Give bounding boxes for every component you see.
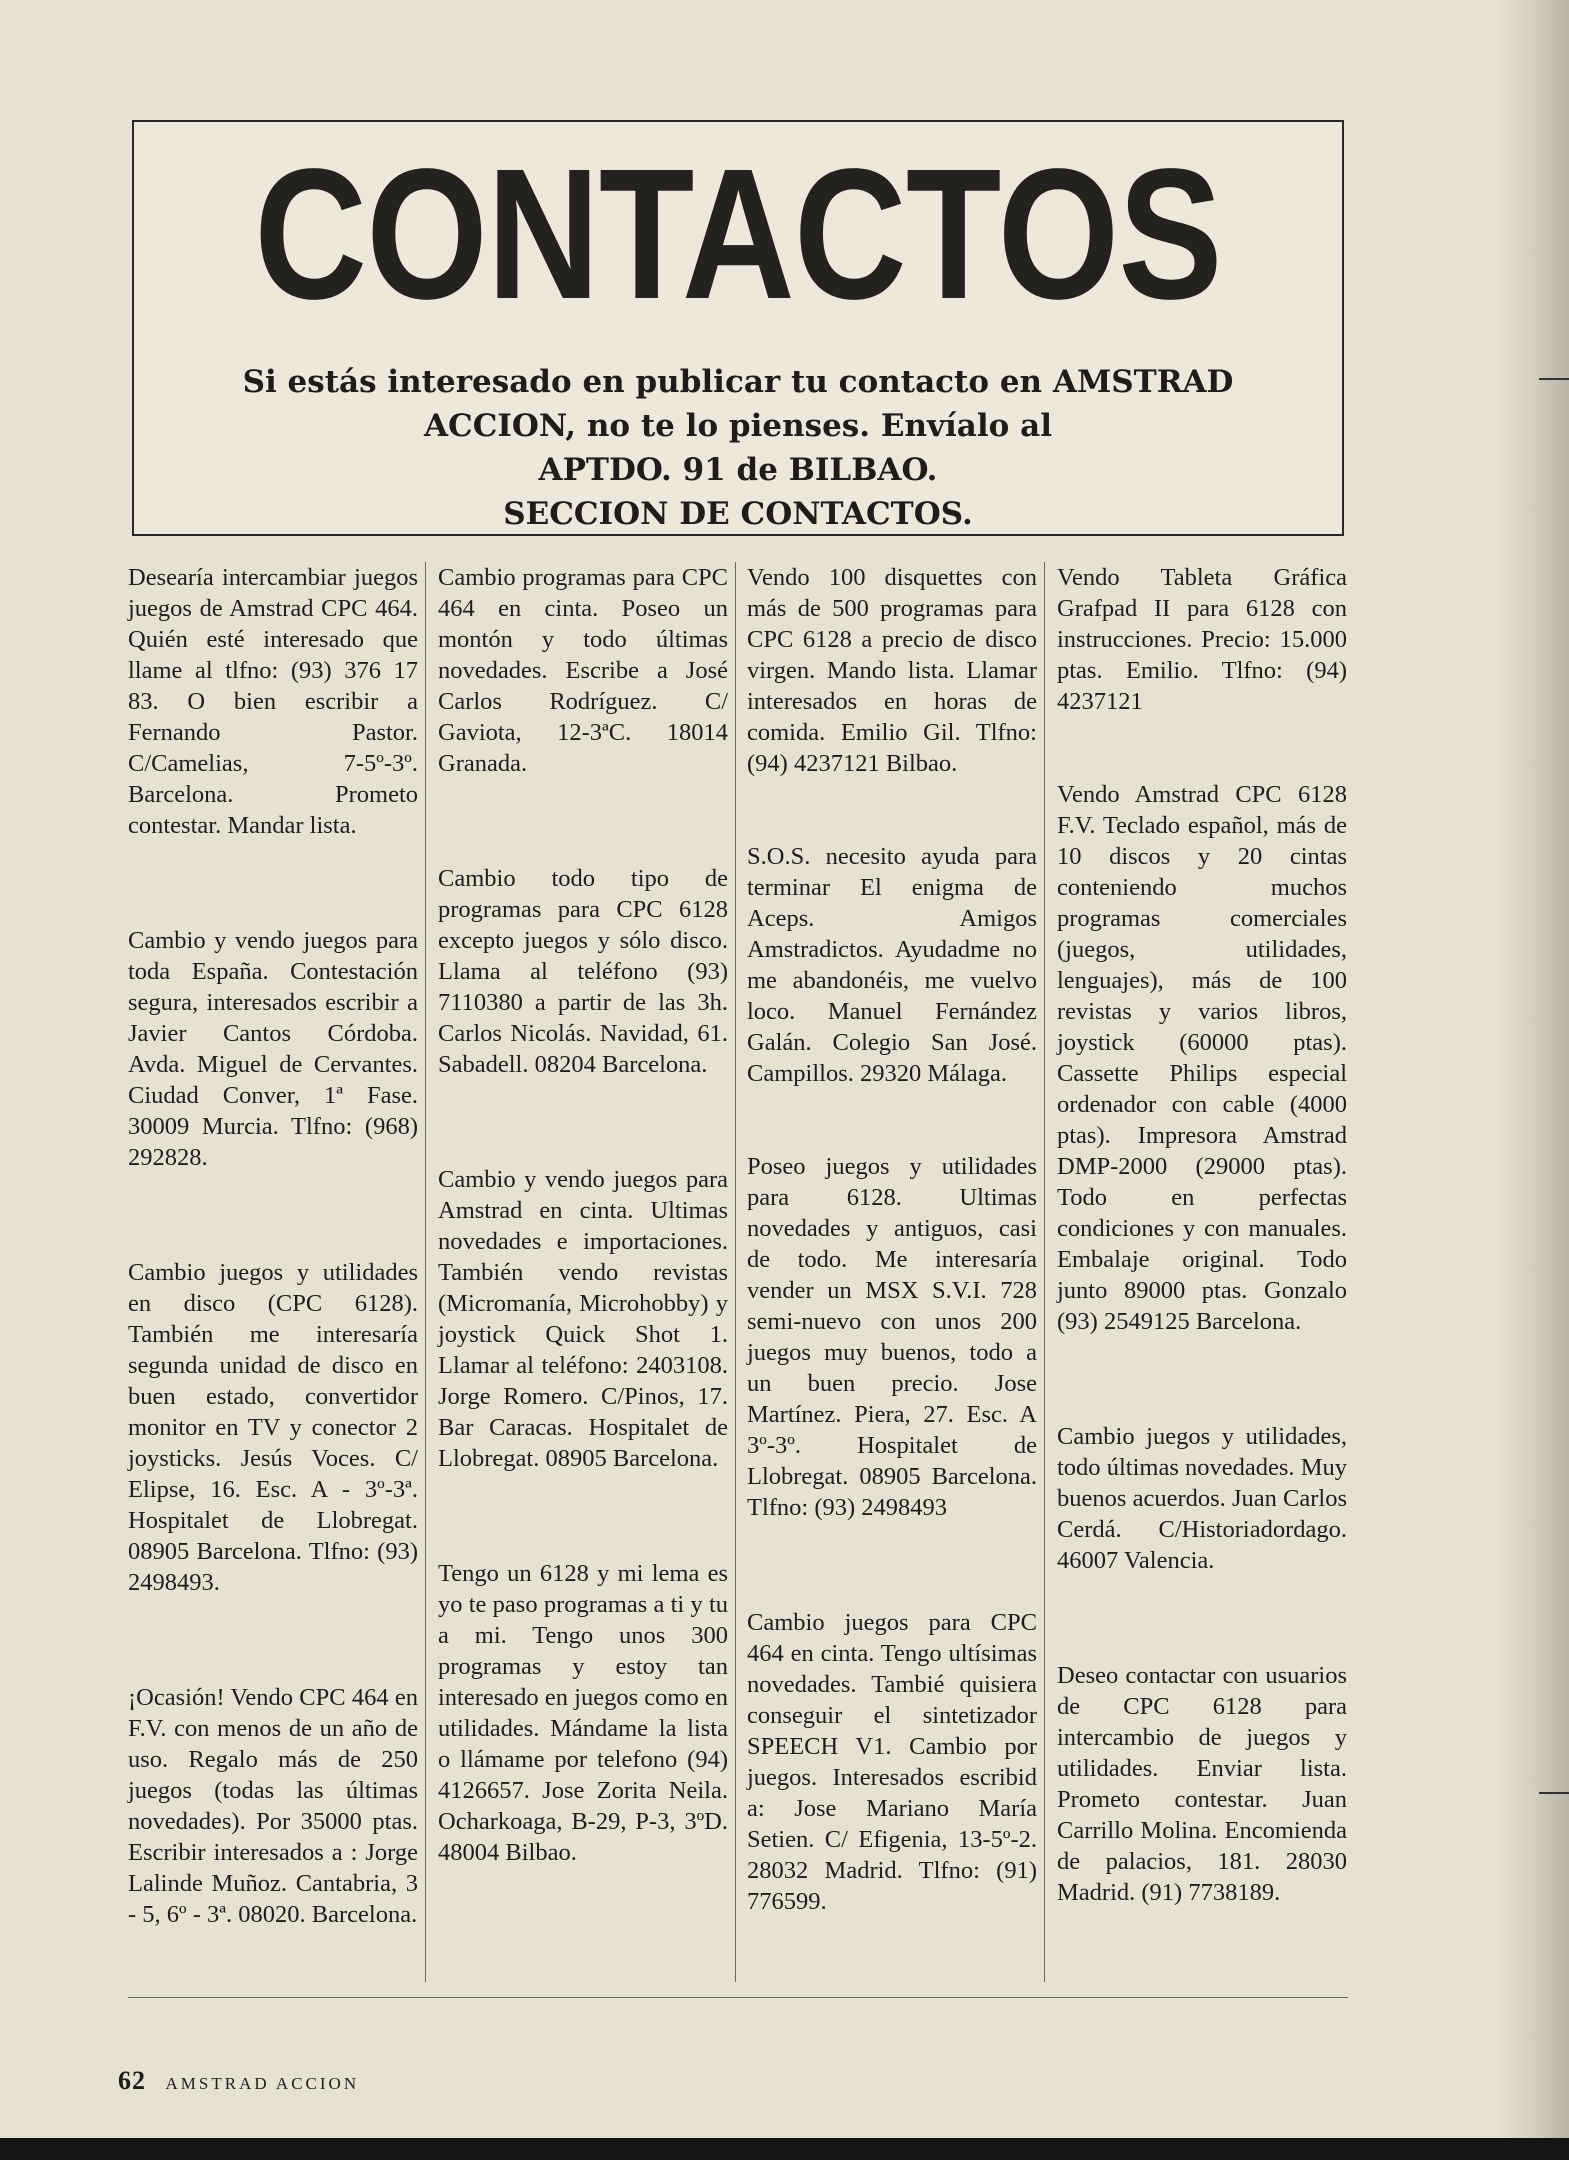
intro-line: Si estás interesado en publicar tu contacto en AMSTRAD <box>242 364 1234 400</box>
classified-ad: Cambio y vendo juegos para toda España. Contestación segura, interesados escribir a Javier Cantos Córdoba. Avda. Miguel de Cervantes. Ciudad Conver, 1ª Fase. 30009 Murcia. Tlfno: (968) 292828. <box>128 927 418 1171</box>
classified-ad: Cambio todo tipo de programas para CPC 6128 excepto juegos y sólo disco. Llama al teléfono (93) 7110380 a partir de las 3h. Carlos Nicolás. Navidad, 61. Sabadell. 08204 Barcelona. <box>438 865 728 1078</box>
page-number: 62 <box>118 2066 146 2095</box>
classified-ad: Vendo 100 disquettes con más de 500 programas para CPC 6128 a precio de disco virgen. Mando lista. Llamar interesados en horas de comida. Emilio Gil. Tlfno: (94) 4237121 Bilbao. <box>747 564 1037 777</box>
classified-ad: Deseo contactar con usuarios de CPC 6128 para intercambio de juegos y utilidades. Enviar lista. Prometo contestar. Juan Carrillo Molina. Encomienda de palacios, 181. 28030 Madrid. (91) 7738189. <box>1057 1662 1347 1906</box>
margin-mark <box>1539 1792 1569 1794</box>
classified-ad: Cambio y vendo juegos para Amstrad en cinta. Ultimas novedades e importaciones. También vendo revistas (Micromanía, Microhobby) y joystick Quick Shot 1. Llamar al teléfono: 2403108. Jorge Romero. C/Pinos, 17. Bar Caracas. Hospitalet de Llobregat. 08905 Barcelona. <box>438 1166 728 1472</box>
intro-text <box>134 360 1342 536</box>
classified-ad: ¡Ocasión! Vendo CPC 464 en F.V. con menos de un año de uso. Regalo más de 250 juegos (todas las últimas novedades). Por 35000 ptas. Escribir interesados a : Jorge Lalinde Muñoz. Cantabria, 3 - 5, 6º - 3ª. 08020. Barcelona. <box>128 1684 418 1928</box>
classified-ad: Cambio juegos y utilidades, todo últimas novedades. Muy buenos acuerdos. Juan Carlos Cerdá. C/Historiadordago. 46007 Valencia. <box>1057 1423 1347 1574</box>
classified-ad: Desearía intercambiar juegos juegos de Amstrad CPC 464. Quién esté interesado que llame al tlfno: (93) 376 17 83. O bien escribir a Fernando Pastor. C/Camelias, 7-5º-3º. Barcelona. Prometo contestar. Mandar lista. <box>128 564 418 839</box>
classified-ad: Cambio juegos para CPC 464 en cinta. Tengo ultísimas novedades. Tambié quisiera conseguir el sintetizador SPEECH V1. Cambio por juegos. Interesados escribid a: Jose Mariano María Setien. C/ Efigenia, 13-5º-2. 28032 Madrid. Tlfno: (91) 776599. <box>747 1609 1037 1915</box>
classified-ad: Poseo juegos y utilidades para 6128. Ultimas novedades y antiguos, casi de todo. Me interesaría vender un MSX S.V.I. 728 semi-nuevo con unos 200 juegos muy buenos, todo a un buen precio. Jose Martínez. Piera, 27. Esc. A 3º-3º. Hospitalet de Llobregat. 08905 Barcelona. Tlfno: (93) 2498493 <box>747 1153 1037 1521</box>
column-divider <box>425 562 426 1982</box>
classified-ad: Cambio juegos y utilidades en disco (CPC 6128). También me interesaría segunda unidad de disco en buen estado, convertidor monitor en TV y conector 2 joysticks. Jesús Voces. C/ Elipse, 16. Esc. A - 3º-3ª. Hospitalet de Llobregat. 08905 Barcelona. Tlfno: (93) 2498493. <box>128 1259 418 1596</box>
column-divider <box>1044 562 1045 1982</box>
page-footer <box>118 2066 359 2096</box>
intro-line: SECCION DE CONTACTOS. <box>503 496 973 532</box>
classified-ad: Vendo Amstrad CPC 6128 F.V. Teclado español, más de 10 discos y 20 cintas conteniendo muchos programas comerciales (juegos, utilidades, lenguajes), más de 100 revistas y varios libros, joystick (60000 ptas). Cassette Philips especial ordenador con cable (4000 ptas). Impresora Amstrad DMP-2000 (29000 ptas). Todo en perfectas condiciones y con manuales. Embalaje original. Todo junto 89000 ptas. Gonzalo (93) 2549125 Barcelona. <box>1057 781 1347 1335</box>
page-edge-shadow <box>1499 0 1569 2160</box>
column-4 <box>1057 562 1347 1908</box>
classified-ad: Cambio programas para CPC 464 en cinta. Poseo un montón y todo últimas novedades. Escribe a José Carlos Rodríguez. C/ Gaviota, 12-3ªC. 18014 Granada. <box>438 564 728 777</box>
column-3 <box>747 562 1037 1917</box>
scan-border <box>0 2138 1569 2160</box>
classified-ad: Vendo Tableta Gráfica Grafpad II para 6128 con instrucciones. Precio: 15.000 ptas. Emilio. Tlfno: (94) 4237121 <box>1057 564 1347 715</box>
footer-divider <box>128 1997 1348 1998</box>
column-1 <box>128 562 418 1930</box>
classified-ad: Tengo un 6128 y mi lema es yo te paso programas a ti y tu a mi. Tengo unos 300 programas y estoy tan interesado en juegos como en utilidades. Mándame la lista o llámame por telefono (94) 4126657. Jose Zorita Neila. Ocharkoaga, B-29, P-3, 3ºD. 48004 Bilbao. <box>438 1560 728 1866</box>
column-divider <box>735 562 736 1982</box>
magazine-name: AMSTRAD ACCION <box>165 2074 360 2093</box>
classified-ad: S.O.S. necesito ayuda para terminar El enigma de Aceps. Amigos Amstradictos. Ayudadme no me abandonéis, me vuelvo loco. Manuel Fernández Galán. Colegio San José. Campillos. 29320 Málaga. <box>747 843 1037 1087</box>
page-title: CONTACTOS <box>254 131 1222 338</box>
header-box <box>132 120 1344 536</box>
intro-line: APTDO. 91 de BILBAO. <box>538 452 938 488</box>
margin-mark <box>1539 378 1569 380</box>
column-2 <box>438 562 728 1868</box>
intro-line: ACCION, no te lo pienses. Envíalo al <box>423 408 1052 444</box>
